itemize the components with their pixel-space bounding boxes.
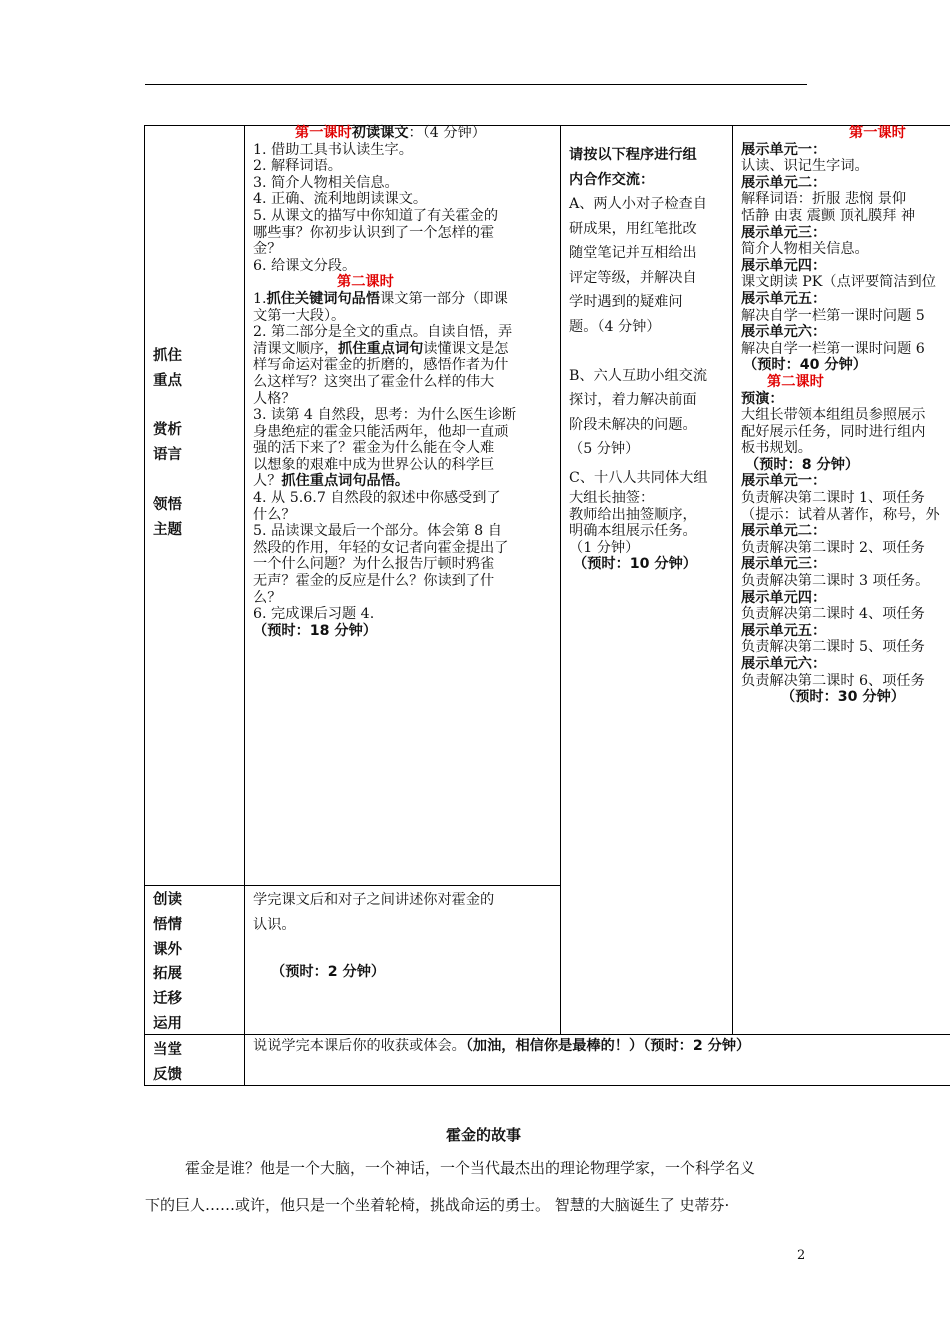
extension-cell: 学完课文后和对子之间讲述你对霍金的 认识。 （预时：2 分钟）	[253, 888, 558, 985]
unit-line: 负责解决第二课时 5、项任务	[741, 639, 925, 656]
unit-line: 大组长带领本组组员参照展示	[741, 407, 926, 424]
step-line: 1.抓住关键词句品悟课文第一部分（即课	[253, 290, 508, 307]
step-line: 哪些事？你初步认识到了一个怎样的霍	[253, 224, 495, 241]
step-line: 清课文顺序，抓住重点词句读懂课文是怎	[253, 340, 509, 357]
presentation-cell	[741, 125, 950, 706]
step-line: 么这样写？这突出了霍金什么样的伟大	[253, 373, 495, 390]
unit-line: 认读、识记生字词。	[741, 158, 869, 175]
time-estimate: （预时：40 分钟）	[743, 357, 867, 374]
time-estimate: （预时：8 分钟）	[745, 456, 860, 473]
step-line: 3. 读第 4 自然段，思考：为什么医生诊断	[253, 407, 517, 424]
step-line: 身患绝症的霍金只能活两年，他却一直顽	[253, 423, 509, 440]
step-line: 金？	[253, 241, 282, 258]
step-line: 2. 第二部分是全文的重点。自读自悟，弄	[253, 324, 513, 341]
unit-heading: 展示单元六：	[741, 324, 827, 341]
col-divider-3	[732, 125, 733, 1034]
step-line: 5. 从课文的描写中你知道了有关霍金的	[253, 207, 499, 224]
step-line: 以想象的艰难中成为世界公认的科学巨	[253, 456, 495, 473]
story-title: 霍金的故事	[446, 1126, 522, 1144]
unit-line: 负责解决第二课时 6、项任务	[741, 672, 925, 689]
step-line: 1. 借助工具书认读生字。	[253, 141, 413, 158]
lesson2-heading: 第二课时	[337, 274, 394, 291]
lesson-steps-cell	[253, 125, 558, 639]
story-paragraph-line: 下的巨人……或许，他只是一个坐着轮椅，挑战命运的勇士。 智慧的大脑诞生了 史蒂芬·	[145, 1196, 730, 1214]
unit-line: 解决自学一栏第一课时问题 5	[741, 307, 925, 324]
unit-line: 负责解决第二课时 2、项任务	[741, 539, 925, 556]
section-label-3: 当堂 反馈	[153, 1042, 182, 1083]
unit-heading: 展示单元六：	[741, 656, 827, 672]
step-line: 6. 给课文分段。	[253, 257, 357, 274]
unit-line: 简介人物相关信息。	[741, 241, 869, 258]
step-line: 4. 从 5.6.7 自然段的叙述中你感受到了	[253, 490, 501, 507]
unit-heading: 展示单元二：	[741, 523, 827, 540]
step-line: 3. 简介人物相关信息。	[253, 174, 399, 191]
page-number: 2	[797, 1248, 806, 1263]
table-left-border	[144, 125, 145, 1085]
feedback-cell: 说说学完本课后你的收获或体会。（加油，相信你是最棒的！）（预时：2 分钟）	[253, 1038, 751, 1054]
section-label-2: 创读 悟情 课外 拓展 迁移 运用	[153, 892, 182, 1032]
step-line: 然段的作用，年轻的女记者向霍金提出了	[253, 539, 509, 556]
step-line: 样写命运对霍金的折磨的，感悟作者为什	[253, 357, 509, 374]
step-line: 2. 解释词语。	[253, 158, 342, 175]
unit-line: 解决自学一栏第一课时问题 6	[741, 340, 925, 357]
unit-line: 板书规划。	[741, 440, 812, 457]
lesson1-heading: 第一课时	[849, 125, 906, 141]
time-estimate: （预时：18 分钟）	[253, 622, 377, 639]
step-line: 无声？霍金的反应是什么？你读到了什	[253, 573, 495, 590]
group-cooperation-cell: 请按以下程序进行组 内合作交流： A、两人小对子检查自 研成果，用红笔批改 随堂笔记并互相给出 评定等级，并解决自 学时遇到的疑难问 题。（4 分钟） B、六人互助小组交流 探讨，着力解决前面 阶段未解决的问题。 （5 分钟） C、十八人共同体大组 大组长抽签： 教师给出抽签顺序， 明确本组展示任务。 （1 分钟） （预时：10 分钟）	[569, 147, 708, 573]
step-line: 文第一大段）。	[253, 307, 346, 324]
step-line: 强的活下来了？霍金为什么能在令人难	[253, 440, 495, 457]
row-divider-1	[144, 885, 561, 886]
step-line: 人？抓住重点词句品悟。	[253, 473, 410, 490]
unit-line: 负责解决第二课时 1、项任务	[741, 490, 925, 507]
step-line: 4. 正确、流利地朗读课文。	[253, 191, 428, 208]
table-bottom-border	[144, 1085, 950, 1086]
unit-line: 负责解决第二课时 3 项任务。	[741, 573, 930, 590]
lesson2-heading: 第二课时	[767, 373, 824, 390]
col-divider-1	[244, 125, 245, 1085]
unit-heading: 展示单元三：	[741, 556, 827, 573]
step-line: 6. 完成课后习题 4.	[253, 606, 375, 623]
unit-line: 课文朗读 PK（点评要简洁到位	[741, 274, 936, 291]
unit-heading: 展示单元一：	[741, 141, 827, 158]
unit-heading: 展示单元四：	[741, 589, 827, 606]
header-rule	[145, 84, 807, 85]
col-divider-2	[560, 125, 561, 1034]
time-estimate: （预时：30 分钟）	[781, 689, 905, 706]
unit-line: 解释词语：折服 悲悯 景仰	[741, 191, 907, 208]
section-label-1: 抓住 重点 赏析 语言 领悟 主题	[153, 348, 182, 538]
step-line: 人格？	[253, 390, 296, 407]
step-line: 5. 品读课文最后一个部分。体会第 8 自	[253, 523, 502, 540]
unit-heading: 展示单元二：	[741, 174, 827, 191]
unit-heading: 展示单元一：	[741, 473, 827, 490]
unit-heading: 展示单元四：	[741, 257, 827, 274]
unit-line: 配好展示任务，同时进行组内	[741, 423, 926, 440]
unit-heading: 展示单元三：	[741, 224, 827, 241]
story-paragraph-line: 霍金是谁？他是一个大脑，一个神话，一个当代最杰出的理论物理学家，一个科学名义	[185, 1159, 756, 1177]
unit-heading: 预演：	[741, 390, 784, 407]
lesson1-heading: 第一课时初读课文：（4 分钟）	[295, 125, 486, 141]
step-line: 一个什么问题？为什么报告厅顿时鸦雀	[253, 556, 495, 573]
step-line: 什么？	[253, 506, 296, 523]
step-line: 么？	[253, 589, 282, 606]
unit-line: （提示：试着从著作，称号，外	[741, 506, 940, 523]
unit-heading: 展示单元五：	[741, 290, 827, 307]
unit-line: 负责解决第二课时 4、项任务	[741, 606, 925, 623]
unit-heading: 展示单元五：	[741, 622, 827, 639]
time-estimate: （预时：2 分钟）	[271, 964, 386, 980]
unit-line: 恬静 由衷 震颤 顶礼膜拜 神	[741, 207, 916, 224]
